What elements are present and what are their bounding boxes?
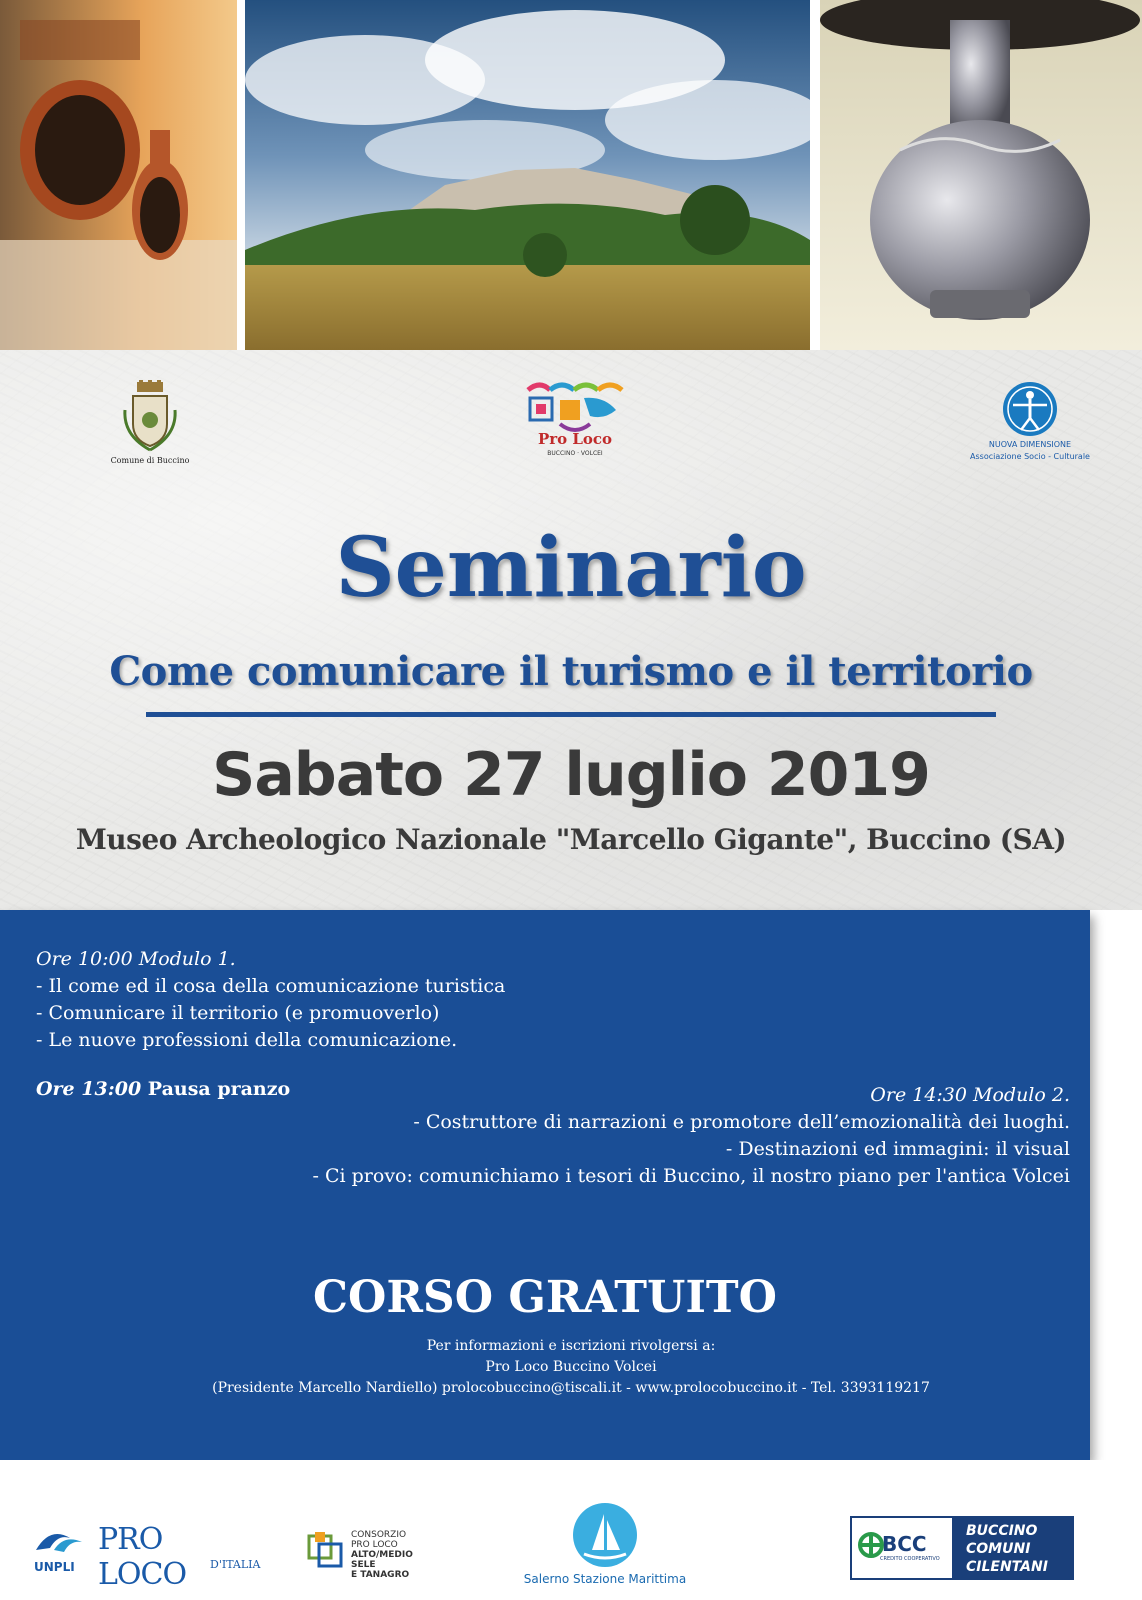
lunch-time: Ore 13:00 xyxy=(36,1078,142,1100)
module-2 xyxy=(313,1082,1070,1190)
photo-greek-vases xyxy=(0,0,237,350)
consorzio-line: PRO LOCO xyxy=(351,1540,398,1550)
logo-salerno-stazione-marittima xyxy=(515,1500,695,1600)
salerno-label: Salerno Stazione Marittima xyxy=(523,1572,687,1586)
module-1 xyxy=(36,946,505,1054)
bcc-right xyxy=(952,1518,1072,1578)
bcc-name: BCC xyxy=(882,1532,927,1556)
info-line: (Presidente Marcello Nardiello) prolocobuccino@tiscali.it - www.prolocobuccino.it - Tel. 3393119217 xyxy=(212,1380,930,1396)
program-box xyxy=(0,910,1090,1460)
list-item: - Costruttore di narrazioni e promotore dell’emozionalità dei luoghi. xyxy=(413,1111,1070,1133)
consorzio-squares-icon xyxy=(305,1528,349,1572)
event-date: Sabato 27 luglio 2019 xyxy=(212,740,930,810)
proloco-sub: BUCCINO · VOLCEI xyxy=(547,450,603,457)
bcc-line: CILENTANI xyxy=(966,1559,1048,1575)
event-venue: Museo Archeologico Nazionale "Marcello Gigante", Buccino (SA) xyxy=(75,823,1067,856)
proloco-mosaic-icon xyxy=(520,380,630,460)
comune-label: Comune di Buccino xyxy=(110,456,190,465)
coat-of-arms-icon xyxy=(121,380,179,454)
info-line: Per informazioni e iscrizioni rivolgersi a: xyxy=(426,1338,716,1354)
photo-silver-flask xyxy=(820,0,1142,350)
ditalia-label: D'ITALIA xyxy=(210,1558,261,1571)
logo-consorzio-proloco xyxy=(305,1528,455,1578)
title-divider xyxy=(146,712,996,717)
sponsor-footer xyxy=(0,1460,1142,1600)
lunch-break xyxy=(36,1078,290,1100)
list-item: - Ci provo: comunichiamo i tesori di Buccino, il nostro piano per l'antica Volcei xyxy=(312,1165,1070,1187)
unpli-label: UNPLI xyxy=(34,1560,75,1574)
consorzio-text xyxy=(351,1530,413,1580)
consorzio-line: SELE xyxy=(351,1560,376,1570)
nd-line1: NUOVA DIMENSIONE xyxy=(988,440,1072,449)
proloco-name: Pro Loco xyxy=(537,430,613,448)
sailboat-icon xyxy=(570,1500,640,1570)
lunch-label: Pausa pranzo xyxy=(147,1078,291,1100)
bcc-line: COMUNI xyxy=(966,1541,1031,1557)
bcc-left xyxy=(852,1518,952,1578)
list-item: - Il come ed il cosa della comunicazione turistica xyxy=(36,975,506,997)
bcc-mark-icon xyxy=(858,1532,884,1558)
list-item: - Destinazioni ed immagini: il visual xyxy=(725,1138,1070,1160)
contact-info xyxy=(0,1336,1142,1399)
nd-line2: Associazione Socio - Culturale xyxy=(970,452,1090,461)
list-item: - Le nuove professioni della comunicazione. xyxy=(36,1029,458,1051)
logo-unpli-proloco xyxy=(30,1520,261,1592)
consorzio-line: ALTO/MEDIO xyxy=(351,1550,413,1560)
logo-proloco-buccino xyxy=(520,380,630,460)
logo-comune-di-buccino xyxy=(100,380,200,465)
photo-buccino-landscape xyxy=(245,0,810,350)
logo-bcc-buccino xyxy=(850,1516,1074,1580)
logo-nuova-dimensione xyxy=(960,380,1100,462)
module-1-heading: Ore 10:00 Modulo 1. xyxy=(36,948,236,970)
list-item: - Comunicare il territorio (e promuoverlo) xyxy=(36,1002,440,1024)
page-subtitle: Come comunicare il turismo e il territorio xyxy=(109,648,1033,695)
bcc-line: BUCCINO xyxy=(966,1523,1038,1539)
photo-strip xyxy=(0,0,1142,350)
module-2-heading: Ore 14:30 Modulo 2. xyxy=(870,1084,1070,1106)
consorzio-line: E TANAGRO xyxy=(351,1570,410,1580)
consorzio-line: CONSORZIO xyxy=(351,1530,407,1540)
page-title: Seminario xyxy=(335,520,807,616)
free-course-banner: CORSO GRATUITO xyxy=(313,1272,777,1323)
proloco-italia-label: PRO LOCO xyxy=(98,1522,187,1592)
info-line: Pro Loco Buccino Volcei xyxy=(485,1359,657,1375)
vitruvian-man-icon xyxy=(1001,380,1059,438)
bcc-sub: CREDITO COOPERATIVO xyxy=(880,1556,940,1562)
